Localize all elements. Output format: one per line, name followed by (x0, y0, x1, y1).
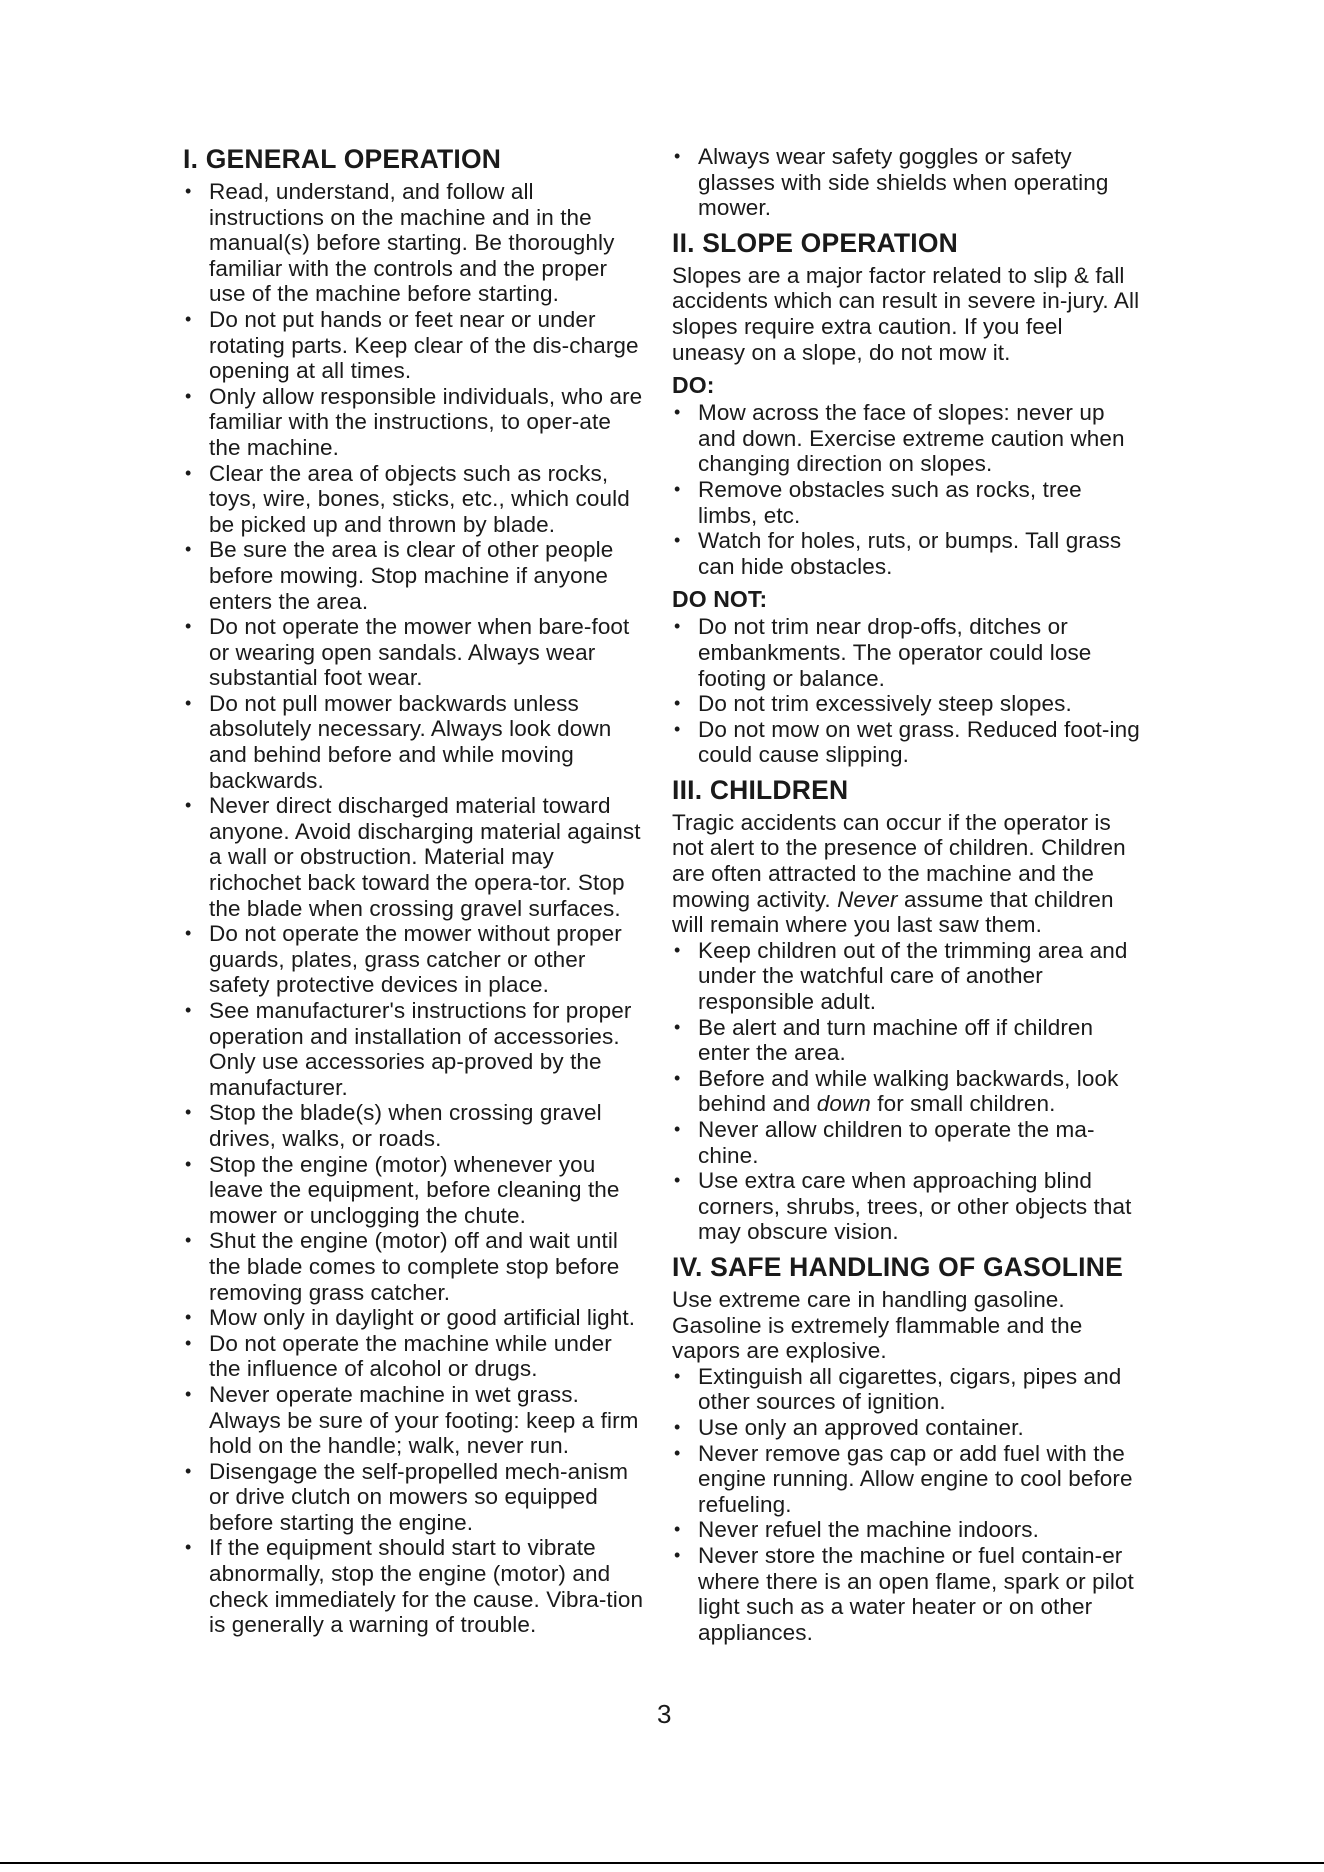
list-item: • See manufacturer's instructions for proper operation and installation of accessories. Only use accessories ap-proved by the manufacturer. (183, 998, 645, 1100)
list-item-emphasis: down (816, 1091, 871, 1117)
gasoline-list (672, 1364, 1142, 1646)
gasoline-intro-paragraph: Use extreme care in handling gasoline. Gasoline is extremely flammable and the vapors are explosive. (672, 1286, 1083, 1364)
left-column (183, 144, 645, 1638)
list-item: • Never refuel the machine indoors. (672, 1517, 1142, 1543)
list-item: • Stop the engine (motor) whenever you leave the equipment, before cleaning the mower or unclogging the chute. (183, 1152, 645, 1229)
children-intro-text-b: assume that children will remain where you last saw them. (672, 886, 1114, 938)
slope-intro-paragraph: Slopes are a major factor related to slip & fall accidents which can result in severe in-jury. All slopes require extra caution. If you feel uneasy on a slope, do not mow it. (672, 262, 1140, 365)
goggles-list (672, 144, 1142, 221)
list-item: • Be alert and turn machine off if children enter the area. (672, 1015, 1142, 1066)
list-item: • Mow only in daylight or good artificial light. (183, 1305, 645, 1331)
list-item: • Never allow children to operate the ma-chine. (672, 1117, 1142, 1168)
do-not-list (672, 614, 1142, 768)
list-item: • Never operate machine in wet grass. Always be sure of your footing: keep a firm hold on the handle; walk, never run. (183, 1382, 645, 1459)
list-item: • Shut the engine (motor) off and wait until the blade comes to complete stop before removing grass catcher. (183, 1228, 645, 1305)
section-heading-slope-operation: II. SLOPE OPERATION (672, 227, 959, 258)
list-item: • Do not trim near drop-offs, ditches or embankments. The operator could lose footing or balance. (672, 614, 1142, 691)
list-item: • Read, understand, and follow all instructions on the machine and in the manual(s) before starting. Be thoroughly familiar with the controls and the proper use of the machine before starting. (183, 179, 645, 307)
list-item: • Mow across the face of slopes: never up and down. Exercise extreme caution when changing direction on slopes. (672, 400, 1142, 477)
list-item: • Only allow responsible individuals, who are familiar with the instructions, to oper-ate the machine. (183, 384, 645, 461)
list-item: • Do not mow on wet grass. Reduced foot-ing could cause slipping. (672, 717, 1142, 768)
list-item: • Do not trim excessively steep slopes. (672, 691, 1142, 717)
list-item: • Remove obstacles such as rocks, tree limbs, etc. (672, 477, 1142, 528)
list-item: • Do not operate the machine while under the influence of alcohol or drugs. (183, 1331, 645, 1382)
children-intro-emphasis: Never (837, 886, 898, 912)
list-item: • Disengage the self-propelled mech-anism or drive clutch on mowers so equipped before starting the engine. (183, 1459, 645, 1536)
list-item: • Use extra care when approaching blind corners, shrubs, trees, or other objects that may obscure vision. (672, 1168, 1142, 1245)
list-item: • Always wear safety goggles or safety glasses with side shields when operating mower. (672, 144, 1142, 221)
children-list (672, 938, 1142, 1245)
children-intro-text-a: Tragic accidents can occur if the operator is not alert to the presence of children. Children are often attracted to the machine and the mowing activity. (672, 809, 1126, 912)
list-item: • Keep children out of the trimming area and under the watchful care of another responsible adult. (672, 938, 1142, 1015)
list-item (672, 1066, 1142, 1117)
list-item: • Never store the machine or fuel contain-er where there is an open flame, spark or pilot light such as a water heater or on other appliances. (672, 1543, 1142, 1645)
list-item: • Do not operate the mower when bare-foot or wearing open sandals. Always wear substantial foot wear. (183, 614, 645, 691)
list-item: • Watch for holes, ruts, or bumps. Tall grass can hide obstacles. (672, 528, 1142, 579)
do-list (672, 400, 1142, 579)
section-heading-safe-handling-gasoline: IV. SAFE HANDLING OF GASOLINE (672, 1251, 1123, 1282)
list-item: • If the equipment should start to vibrate abnormally, stop the engine (motor) and check immediately for the cause. Vibra-tion is generally a warning of trouble. (183, 1535, 645, 1637)
list-item: • Clear the area of objects such as rocks, toys, wire, bones, sticks, etc., which could be picked up and thrown by blade. (183, 461, 645, 538)
right-column (672, 144, 1142, 1645)
list-item: • Do not pull mower backwards unless absolutely necessary. Always look down and behind before and while moving backwards. (183, 691, 645, 793)
list-item: • Use only an approved container. (672, 1415, 1142, 1441)
list-item: • Never remove gas cap or add fuel with the engine running. Allow engine to cool before refueling. (672, 1441, 1142, 1518)
section-heading-children: III. CHILDREN (672, 774, 849, 805)
general-operation-list (183, 179, 645, 1638)
list-item-text-b: for small children. (870, 1091, 1056, 1117)
list-item: • Be sure the area is clear of other people before mowing. Stop machine if anyone enters the area. (183, 537, 645, 614)
list-item: • Extinguish all cigarettes, cigars, pipes and other sources of ignition. (672, 1364, 1142, 1415)
list-item: • Do not operate the mower without proper guards, plates, grass catcher or other safety protective devices in place. (183, 921, 645, 998)
page-number: 3 (657, 1699, 672, 1729)
do-not-label: DO NOT: (672, 586, 768, 613)
list-item-text-a: Before and while walking backwards, look behind and (698, 1065, 1119, 1117)
children-intro-paragraph (672, 810, 1142, 938)
list-item: • Do not put hands or feet near or under rotating parts. Keep clear of the dis-charge opening at all times. (183, 307, 645, 384)
list-item: • Never direct discharged material toward anyone. Avoid discharging material against a wall or obstruction. Material may richochet back toward the opera-tor. Stop the blade when crossing gravel surfaces. (183, 793, 645, 921)
bottom-border-line (0, 1862, 1324, 1864)
list-item: • Stop the blade(s) when crossing gravel drives, walks, or roads. (183, 1100, 645, 1151)
section-heading-general-operation: I. GENERAL OPERATION (183, 144, 502, 174)
do-label: DO: (672, 372, 715, 399)
